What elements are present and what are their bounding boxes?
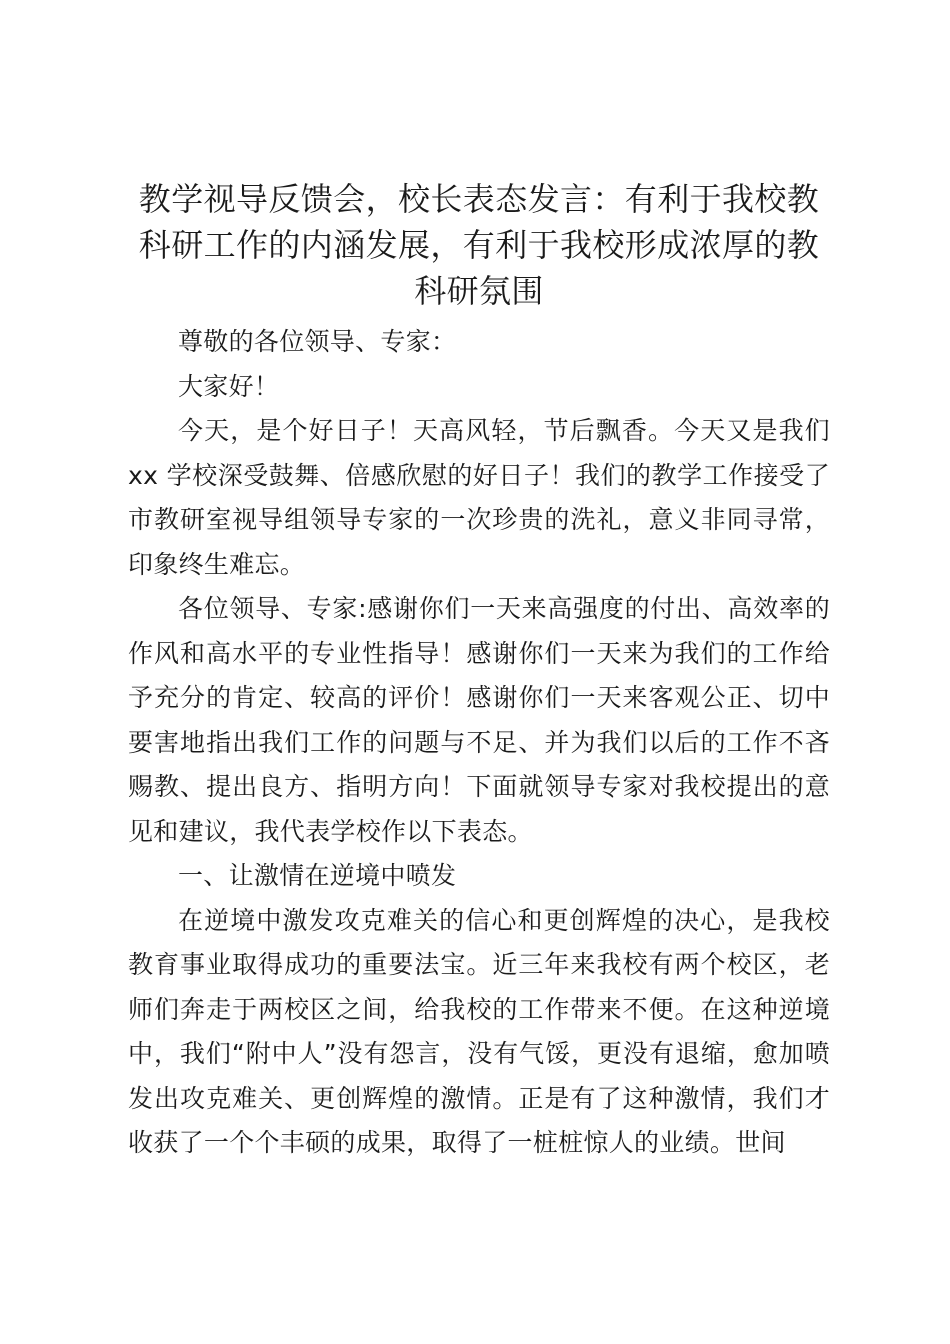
salutation: 尊敬的各位领导、专家：	[178, 327, 457, 356]
paragraph-section-1: 在逆境中激发攻克难关的信心和更创辉煌的决心，是我校教育事业取得成功的重要法宝。近三年来我校有两个校区，老师们奔走于两校区之间，给我校的工作带来不便。在这种逆境中，我们“附中人”没有怨言，没有气馁，更没有退缩，愈加喷发出攻克难关、更创辉煌的激情。正是有了这种激情，我们才收获了一个个丰硕的成果，取得了一桩桩惊人的业绩。世间	[128, 905, 830, 1157]
paragraph-thanks: 各位领导、专家:感谢你们一天来高强度的付出、高效率的作风和高水平的专业性指导！感谢你们一天来为我们的工作给予充分的肯定、较高的评价！感谢你们一天来客观公正、切中要害地指出我们工作的问题与不足、并为我们以后的工作不吝赐教、提出良方、指明方向！下面就领导专家对我校提出的意见和建议，我代表学校作以下表态。	[128, 594, 830, 846]
document-page	[128, 176, 830, 1166]
section-heading-1: 一、让激情在逆境中喷发	[178, 861, 457, 890]
document-body	[128, 320, 830, 1166]
paragraph-opening: 今天，是个好日子！天高风轻，节后飘香。今天又是我们 xx 学校深受鼓舞、倍感欣慰的好日子！我们的教学工作接受了市教研室视导组领导专家的一次珍贵的洗礼，意义非同寻常，印象终生难忘。	[128, 416, 830, 579]
greeting: 大家好！	[178, 371, 280, 401]
document-title: 教学视导反馈会，校长表态发言：有利于我校教科研工作的内涵发展，有利于我校形成浓厚的教科研氛围	[138, 180, 820, 310]
